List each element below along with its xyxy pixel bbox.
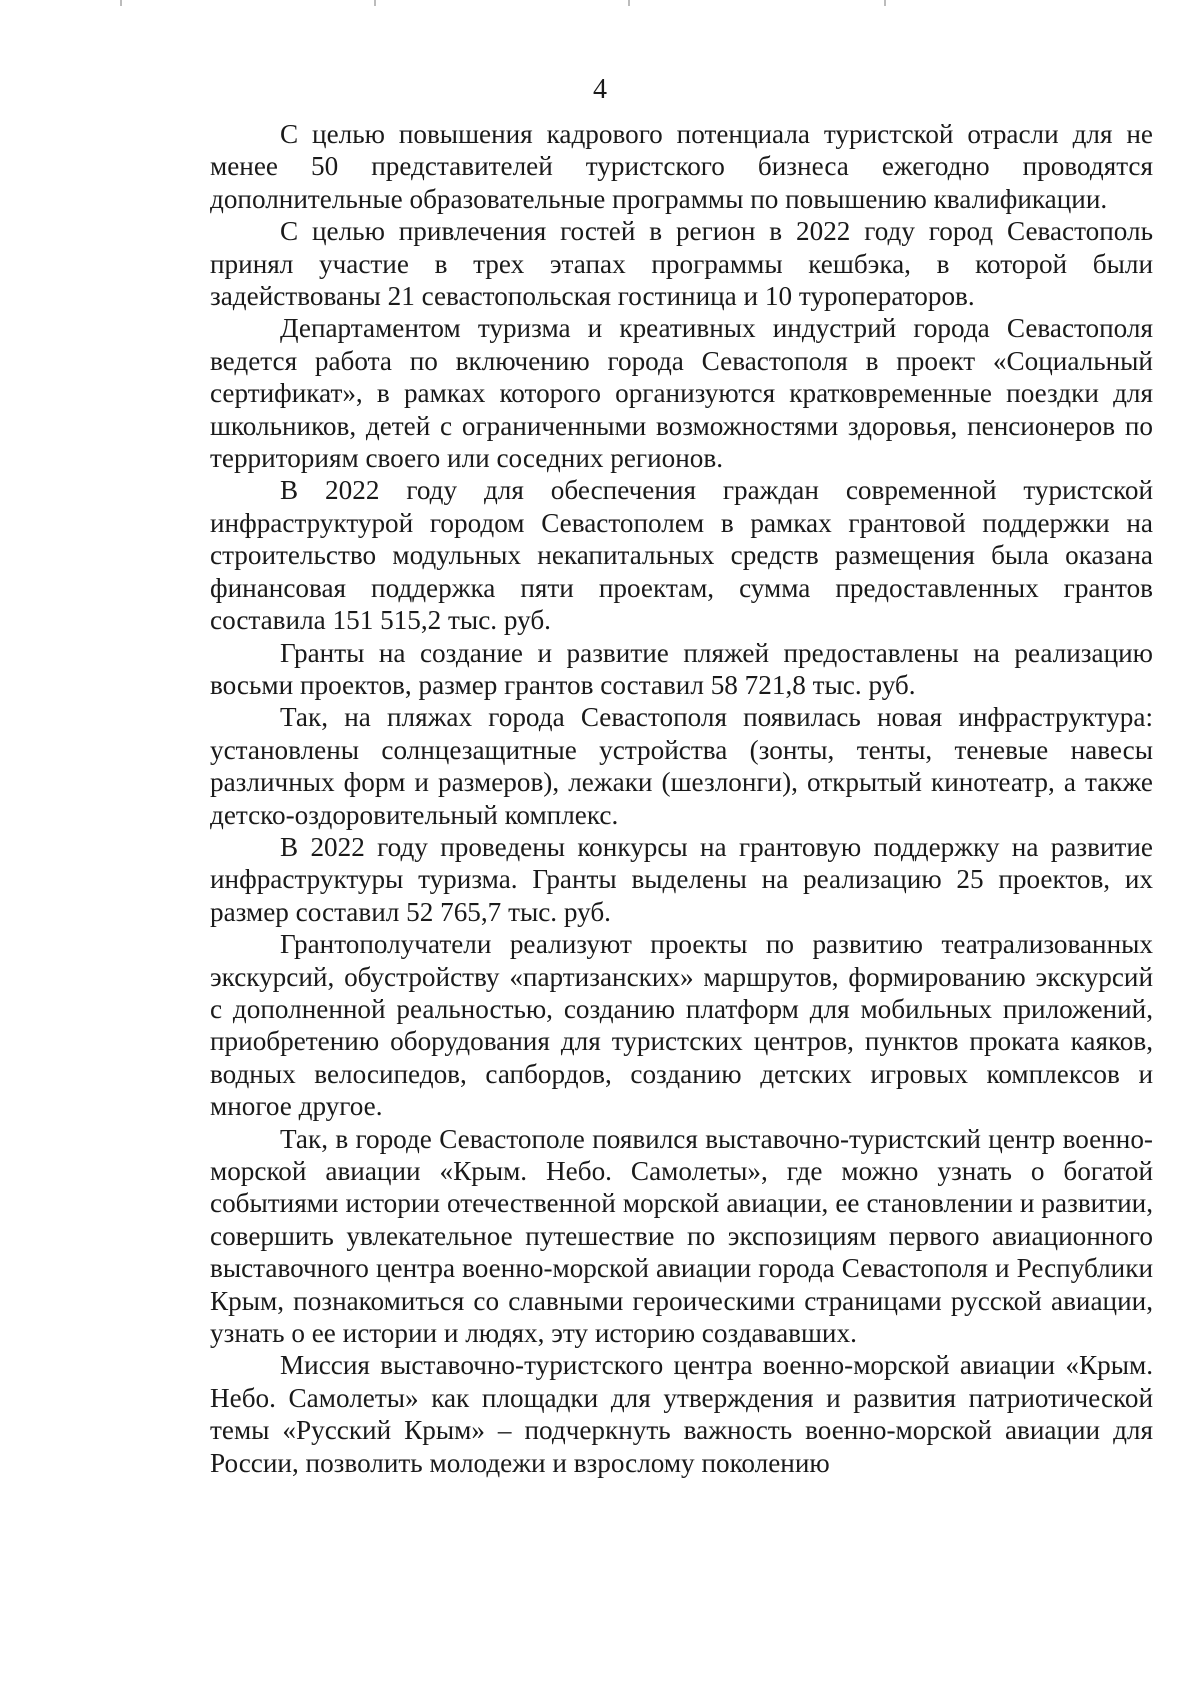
paragraph: В 2022 году проведены конкурсы на грантовую поддержку на развитие инфраструктуры туризма. Гранты выделены на реализацию 25 проектов, их размер составил 52 765,7 тыс. руб.	[210, 831, 1153, 927]
scan-mark	[628, 0, 630, 6]
scan-mark	[884, 0, 886, 6]
paragraph: Гранты на создание и развитие пляжей предоставлены на реализацию восьми проектов, размер грантов составил 58 721,8 тыс. руб.	[210, 637, 1153, 700]
paragraph: Департаментом туризма и креативных индустрий города Севастополя ведется работа по включению города Севастополя в проект «Социальный сертификат», в рамках которого организуются кратковременные поездки для школьников, детей с ограниченными возможностями здоровья, пенсионеров по территориям своего или соседних регионов.	[210, 313, 1153, 474]
paragraph: Так, на пляжах города Севастополя появилась новая инфраструктура: установлены солнцезащитные устройства (зонты, тенты, теневые навесы различных форм и размеров), лежаки (шезлонги), открытый кинотеатр, а также детско-оздоровительный комплекс.	[210, 702, 1153, 830]
paragraph: С целью повышения кадрового потенциала туристской отрасли для не менее 50 представителей туристского бизнеса ежегодно проводятся дополнительные образовательные программы по повышению квалификации.	[210, 119, 1153, 214]
paragraph: Грантополучатели реализуют проекты по развитию театрализованных экскурсий, обустройству «партизанских» маршрутов, формированию экскурсий с дополненной реальностью, созданию платформ для мобильных приложений, приобретению оборудования для туристских центров, пунктов проката каяков, водных велосипедов, сапбордов, созданию детских игровых комплексов и многое другое.	[210, 929, 1153, 1122]
paragraph: В 2022 году для обеспечения граждан современной туристской инфраструктурой городом Севастополем в рамках грантовой поддержки на строительство модульных некапитальных средств размещения была оказана финансовая поддержка пяти проектам, сумма предоставленных грантов составила 151 515,2 тыс. руб.	[210, 475, 1153, 636]
paragraph: Так, в городе Севастополе появился выставочно-туристский центр военно-морской авиации «Крым. Небо. Самолеты», где можно узнать о богатой событиями истории отечественной морской авиации, ее становлении и развитии, совершить увлекательное путешествие по экспозициям первого авиационного выставочного центра военно-морской авиации города Севастополя и Республики Крым, познакомиться со славными героическими страницами русской авиации, узнать о ее истории и людях, эту историю создававших.	[210, 1123, 1153, 1349]
paragraph: Миссия выставочно-туристского центра военно-морской авиации «Крым. Небо. Самолеты» как площадки для утверждения и развития патриотической темы «Русский Крым» – подчеркнуть важность военно-морской авиации для России, позволить молодежи и взрослому поколению	[210, 1350, 1153, 1478]
body-text	[210, 118, 1153, 1479]
page-number: 4	[593, 74, 607, 105]
paragraph: С целью привлечения гостей в регион в 2022 году город Севастополь принял участие в трех этапах программы кешбэка, в которой были задействованы 21 севастопольская гостиница и 10 туроператоров.	[210, 216, 1153, 312]
scan-mark	[374, 0, 376, 6]
scan-mark	[120, 0, 122, 6]
